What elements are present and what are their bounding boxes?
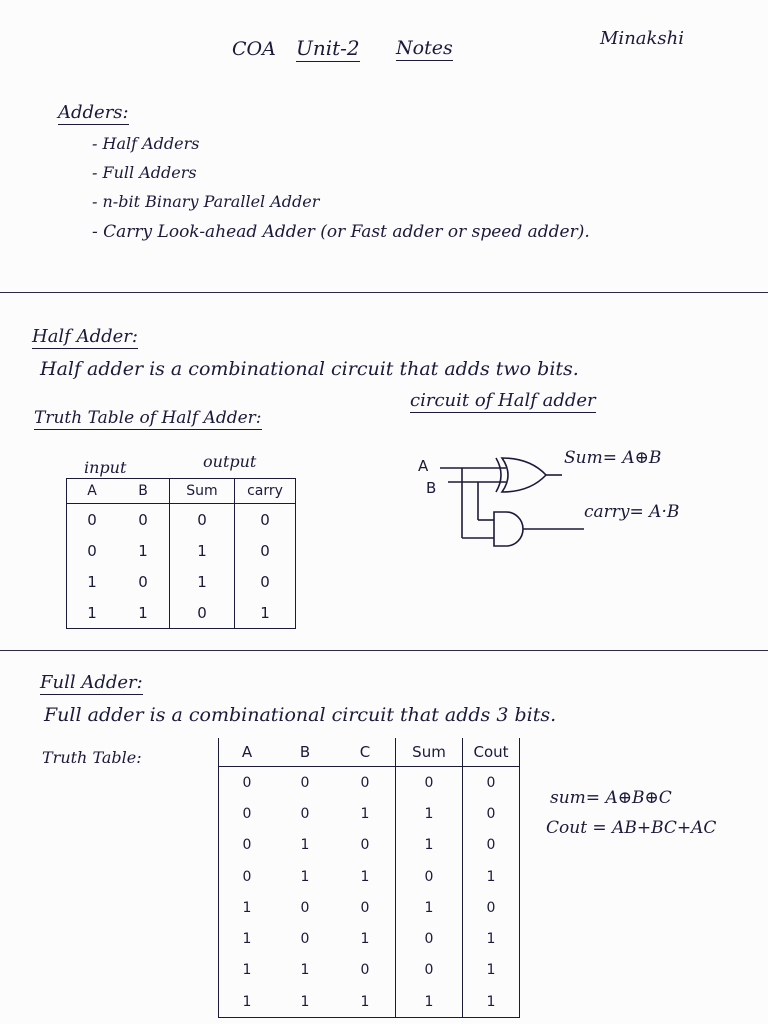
cell: 1 xyxy=(170,535,235,566)
circuit-sum-equation: Sum= A⊕B xyxy=(564,448,662,468)
col-c: C xyxy=(335,738,396,767)
cell: 1 xyxy=(335,798,396,829)
half-adder-table-title: Truth Table of Half Adder: xyxy=(34,408,262,428)
table-row xyxy=(219,892,520,923)
col-b: B xyxy=(117,479,170,504)
cell: 1 xyxy=(335,986,396,1018)
cell: 0 xyxy=(242,774,252,791)
adders-item-full: - Full Adders xyxy=(92,163,197,182)
circuit-input-b: B xyxy=(426,479,437,497)
table-row xyxy=(219,923,520,954)
table-row xyxy=(219,955,520,986)
half-adder-output-label: output xyxy=(203,452,257,471)
cell: 1 xyxy=(396,798,463,829)
cell: 1 xyxy=(486,868,496,885)
cell: 0 xyxy=(87,510,97,529)
cell: 0 xyxy=(335,955,396,986)
cell: 1 xyxy=(300,868,310,885)
cell: 1 xyxy=(300,962,310,979)
full-adder-truth-table xyxy=(218,738,520,1018)
table-header-row xyxy=(219,738,520,767)
cell: 0 xyxy=(335,830,396,861)
cell: 0 xyxy=(242,868,252,885)
cell: 0 xyxy=(396,955,463,986)
section-divider-2 xyxy=(0,650,768,651)
cell: 0 xyxy=(396,767,463,799)
cell: 0 xyxy=(170,597,235,629)
half-adder-heading: Half Adder: xyxy=(32,326,138,347)
cell: 0 xyxy=(300,774,310,791)
cell: 0 xyxy=(486,774,496,791)
cell: 0 xyxy=(242,805,252,822)
cell: 1 xyxy=(170,566,235,597)
cell: 1 xyxy=(87,603,97,622)
cell: 0 xyxy=(300,931,310,948)
circuit-input-a: A xyxy=(418,457,429,475)
full-adder-definition: Full adder is a combinational circuit that adds 3 bits. xyxy=(44,704,557,726)
cell: 1 xyxy=(486,962,496,979)
half-adder-definition: Half adder is a combinational circuit that adds two bits. xyxy=(40,358,579,380)
adders-item-nbit: - n-bit Binary Parallel Adder xyxy=(92,192,320,211)
cell: 0 xyxy=(242,837,252,854)
cell: 1 xyxy=(486,993,496,1010)
table-row xyxy=(219,798,520,829)
author-name: Minakshi xyxy=(600,28,685,49)
cell: 0 xyxy=(300,805,310,822)
cell: 0 xyxy=(170,504,235,536)
full-adder-heading: Full Adder: xyxy=(40,672,143,693)
cell: 1 xyxy=(486,931,496,948)
cell: 1 xyxy=(300,993,310,1010)
cell: 0 xyxy=(117,504,170,536)
cell: 1 xyxy=(242,931,252,948)
cell: 0 xyxy=(300,899,310,916)
cell: 0 xyxy=(260,541,270,560)
col-a: A xyxy=(67,479,118,504)
adders-item-carry-lookahead: - Carry Look-ahead Adder (or Fast adder or speed adder). xyxy=(92,222,590,242)
title-prefix: COA xyxy=(232,38,276,60)
adders-item-half: - Half Adders xyxy=(92,134,200,153)
cell: 1 xyxy=(242,962,252,979)
col-cout: Cout xyxy=(463,738,520,767)
cell: 1 xyxy=(242,899,252,916)
col-sum: Sum xyxy=(396,738,463,767)
cell: 1 xyxy=(335,923,396,954)
circuit-carry-equation: carry= A·B xyxy=(584,502,680,522)
table-row xyxy=(219,767,520,799)
cell: 0 xyxy=(117,566,170,597)
cell: 1 xyxy=(300,837,310,854)
cell: 0 xyxy=(335,767,396,799)
full-adder-sum-equation: sum= A⊕B⊕C xyxy=(550,788,672,808)
cell: 1 xyxy=(117,597,170,629)
cell: 1 xyxy=(87,572,97,591)
col-sum: Sum xyxy=(170,479,235,504)
cell: 0 xyxy=(335,892,396,923)
col-carry: carry xyxy=(235,479,296,504)
cell: 0 xyxy=(260,510,270,529)
cell: 1 xyxy=(396,986,463,1018)
table-row xyxy=(219,861,520,892)
table-row xyxy=(219,986,520,1018)
title-unit: Unit-2 xyxy=(296,36,360,60)
cell: 0 xyxy=(486,837,496,854)
cell: 0 xyxy=(396,861,463,892)
cell: 1 xyxy=(396,830,463,861)
col-b: B xyxy=(275,738,335,767)
title-notes: Notes xyxy=(396,37,453,59)
col-a: A xyxy=(219,738,276,767)
cell: 1 xyxy=(260,603,270,622)
cell: 0 xyxy=(486,899,496,916)
adders-heading: Adders: xyxy=(58,102,129,123)
cell: 0 xyxy=(396,923,463,954)
cell: 0 xyxy=(486,805,496,822)
full-adder-cout-equation: Cout = AB+BC+AC xyxy=(546,818,717,838)
cell: 1 xyxy=(396,892,463,923)
cell: 1 xyxy=(117,535,170,566)
cell: 0 xyxy=(87,541,97,560)
half-adder-input-label: input xyxy=(84,458,127,477)
table-row xyxy=(219,830,520,861)
cell: 1 xyxy=(242,993,252,1010)
cell: 0 xyxy=(260,572,270,591)
cell: 1 xyxy=(335,861,396,892)
full-adder-table-title: Truth Table: xyxy=(42,748,142,767)
half-adder-circuit-title: circuit of Half adder xyxy=(410,390,596,411)
